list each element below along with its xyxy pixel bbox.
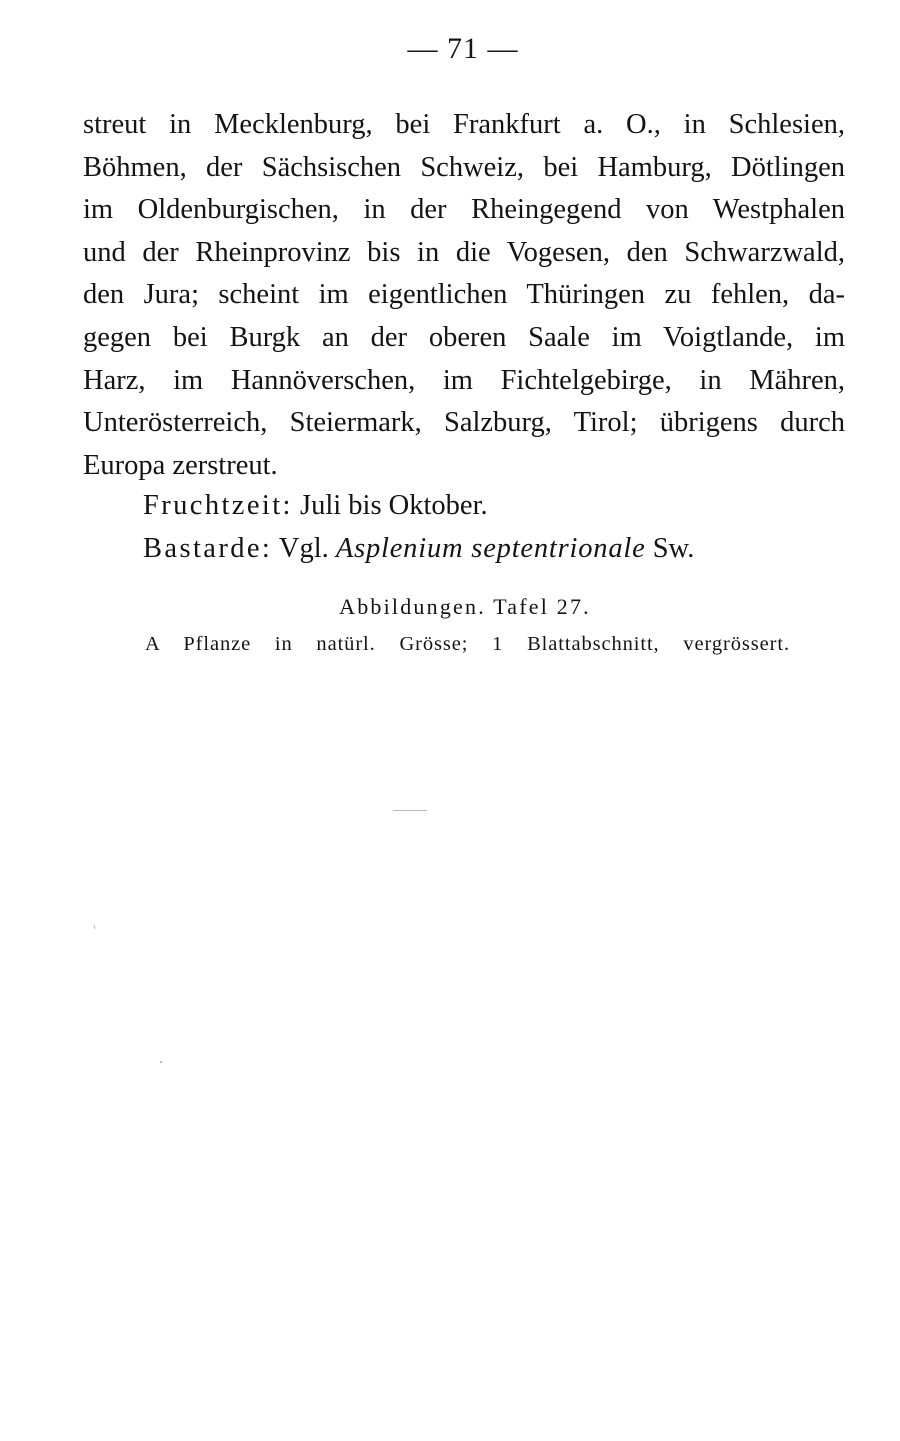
text-line: Böhmen, der Sächsischen Schweiz, bei Hamburg, Dötlingen [83, 151, 845, 183]
bastarde-label: Bastarde: [143, 533, 273, 564]
scan-artifact [393, 810, 427, 811]
fruchtzeit-paragraph [143, 490, 488, 522]
bastarde-prefix: Vgl. [278, 533, 329, 564]
fruchtzeit-label: Fruchtzeit: [143, 490, 293, 521]
scan-artifact [93, 925, 96, 929]
text-line: im Oldenburgischen, in der Rheingegend von Westphalen [83, 194, 845, 226]
text-line: Harz, im Hannöverschen, im Fichtelgebirge, in Mähren, [83, 364, 845, 396]
text-line: streut in Mecklenburg, bei Frankfurt a. O., in Schlesien, [83, 109, 845, 140]
scan-artifact [160, 1061, 162, 1063]
text-line: Europa zerstreut. [83, 449, 278, 481]
text-line: und der Rheinprovinz bis in die Vogesen, den Schwarzwald, [83, 236, 845, 268]
bastarde-paragraph [143, 533, 694, 565]
figures-caption: A Pflanze in natürl. Grösse; 1 Blattabschnitt, vergrössert. [145, 633, 790, 655]
text-line: gegen bei Burgk an der oberen Saale im Voigtlande, im [83, 321, 845, 353]
main-text [83, 104, 845, 487]
text-line: Unterösterreich, Steiermark, Salzburg, Tirol; übrigens durch [83, 407, 845, 439]
page-number: — 71 — [407, 32, 519, 65]
figures-heading: Abbildungen. Tafel 27. [339, 594, 591, 619]
fruchtzeit-text: Juli bis Oktober. [300, 490, 488, 521]
species-author: Sw. [652, 533, 695, 564]
text-line: den Jura; scheint im eigentlichen Thüringen zu fehlen, da- [83, 279, 845, 311]
species-name: Asplenium septentrionale [335, 533, 646, 564]
